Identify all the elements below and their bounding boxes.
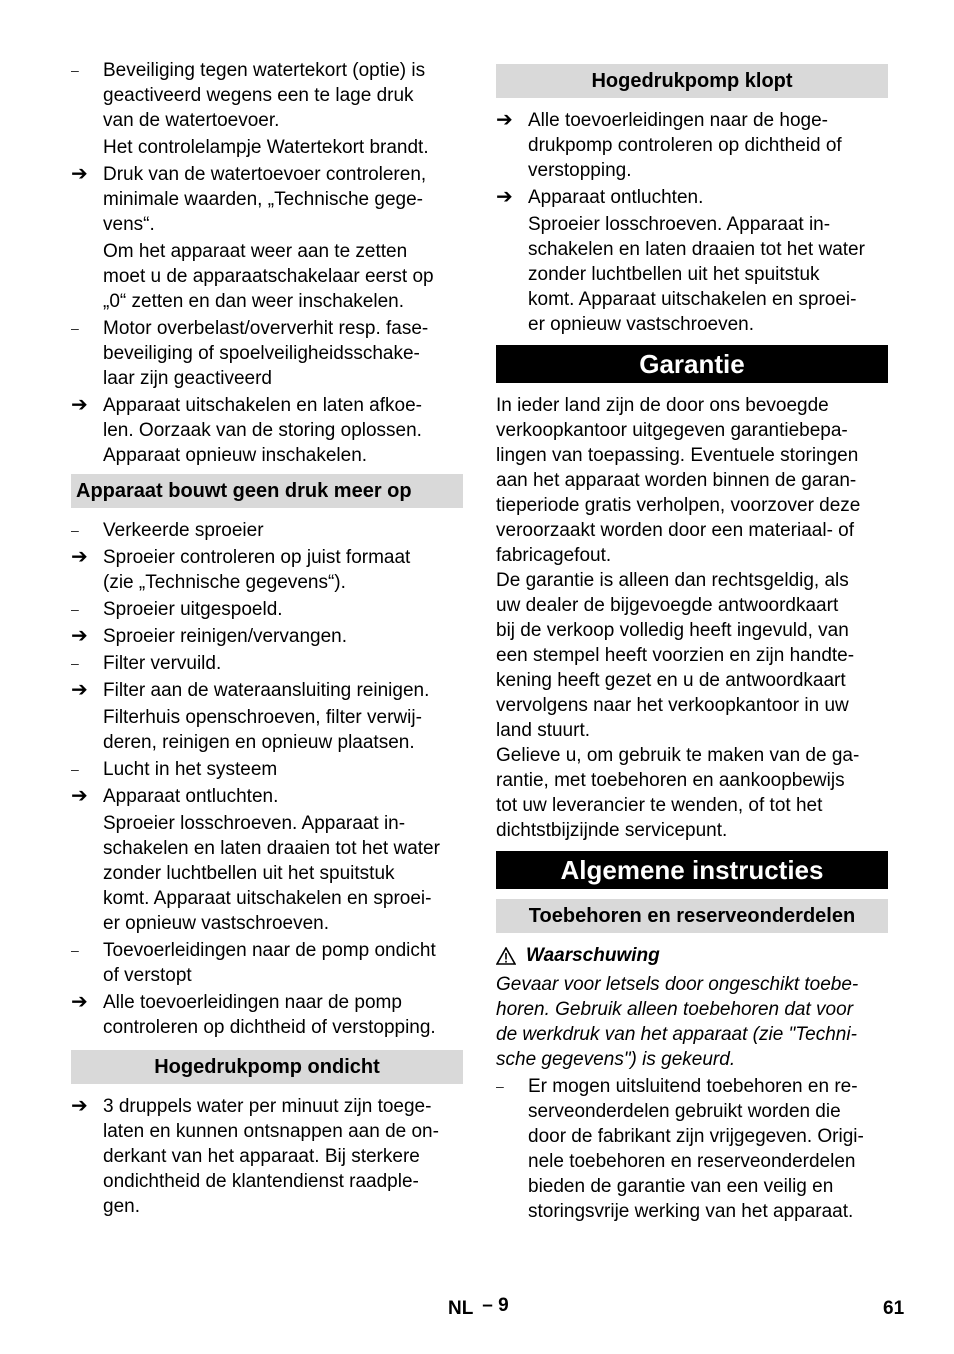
dash-bullet-icon: – [71,320,79,336]
action-item [496,108,888,183]
item-text: Er mogen uitsluitend toebehoren en re- serveonderdelen gebruikt worden die door de fabrikant zijn vrijgegeven. Origi- nele toebehoren en reserveonderdelen bieden de garantie van een veilig en storingsvrije werking van het apparaat. [528,1076,864,1222]
left-column [71,58,463,1221]
left-block-1 [71,58,463,468]
footer-section-page: – 9 [482,1295,509,1316]
footer-section-label [448,1296,509,1321]
cause-item [71,938,463,988]
dash-bullet-icon: – [71,942,79,958]
item-text: Apparaat ontluchten. [528,187,704,208]
item-text: Filter aan de wateraansluiting reinigen. [103,680,430,701]
right-block-1 [496,108,888,337]
cause-item [71,518,463,543]
dash-bullet-icon: – [71,601,79,617]
right-block-last [496,1074,888,1224]
action-item [496,185,888,210]
warning-heading [496,943,888,968]
action-item [71,624,463,649]
action-item [71,784,463,809]
dash-bullet-icon: – [71,62,79,78]
action-item [71,990,463,1040]
item-text: Sproeier reinigen/vervangen. [103,626,347,647]
instruction-paragraph: Sproeier losschroeven. Apparaat in- schakelen en laten draaien tot het water zonder luchtbellen uit het spuitstuk komt. Apparaat uitschakelen en sproei- er opnieuw vastschroeven. [103,813,440,934]
cause-item [71,651,463,676]
item-text: Sproeier controleren op juist formaat (zie „Technische gegevens“). [103,547,411,593]
item-text: Alle toevoerleidingen naar de hoge- drukpomp controleren op dichtheid of verstopping. [528,110,842,181]
item-text: Apparaat ontluchten. [103,786,279,807]
item-text: Motor overbelast/oververhit resp. fase- beveiliging of spoelveiligheidsschake- laar zijn geactiveerd [103,318,429,389]
dash-bullet-icon: – [71,761,79,777]
item-text: Beveiliging tegen watertekort (optie) is geactiveerd wegens een te lage druk van de watertoevoer. [103,60,426,131]
arrow-right-icon: ➔ [71,991,88,1013]
arrow-right-icon: ➔ [496,186,513,208]
garantie-paragraph-2: De garantie is alleen dan rechtsgeldig, als uw dealer de bijgevoegde antwoordkaart bij de verkoop volledig heeft ingevuld, van een stempel heeft voorzien en zijn handte- kening heeft gezet en u de antwoordkaart vervolgens naar het verkoopkantoor in uw land stuurt. [496,570,855,741]
footer-language: NL [448,1298,473,1319]
dash-bullet-icon: – [71,522,79,538]
chapter-title-garantie: Garantie [496,345,888,383]
cause-item [71,58,463,133]
warning-label: Waarschuwing [526,945,660,966]
item-text: Sproeier uitgespoeld. [103,599,283,620]
section-heading-pump-knocking: Hogedrukpomp klopt [496,64,888,98]
arrow-right-icon: ➔ [496,109,513,131]
item-text: Filter vervuild. [103,653,222,674]
item-text: Alle toevoerleidingen naar de pomp controleren op dichtheid of verstopping. [103,992,436,1038]
left-block-2 [71,518,463,1040]
section-heading-pump-leaking: Hogedrukpomp ondicht [71,1050,463,1084]
arrow-right-icon: ➔ [71,394,88,416]
footer-page-number: 61 [883,1298,905,1319]
dash-bullet-icon: – [496,1078,504,1094]
instruction-paragraph: Om het apparaat weer aan te zetten moet u de apparaatschakelaar eerst op „0“ zetten en dan weer inschakelen. [103,241,434,312]
instruction-paragraph: Filterhuis openschroeven, filter verwij- deren, reinigen en opnieuw plaatsen. [103,707,422,753]
right-column [496,58,888,1226]
action-item [71,1094,463,1219]
item-text: Druk van de watertoevoer controleren, minimale waarden, „Technische gege- vens“. [103,164,427,235]
action-item [71,678,463,703]
garantie-paragraph-1: In ieder land zijn de door ons bevoegde verkoopkantoor uitgegeven garantiebepa- lingen van toepassing. Eventuele storingen aan het apparaat worden binnen de garan- tieperiode gratis verholpen, voorzover deze veroorzaakt worden door een materiaal- of fabricagefout. [496,395,861,566]
warning-text: Gevaar voor letsels door ongeschikt toebe- horen. Gebruik alleen toebehoren dat voor de werkdruk van het apparaat (zie "Techni- sche gegevens") is gekeurd. [496,974,859,1070]
garantie-paragraph-3: Gelieve u, om gebruik te maken van de ga- rantie, met toebehoren en aankoopbewijs tot uw leverancier te wenden, of tot het dichtstbijzijnde servicepunt. [496,745,860,841]
action-item [71,545,463,595]
section-heading-no-pressure: Apparaat bouwt geen druk meer op [71,474,463,508]
cause-item [496,1074,888,1224]
arrow-right-icon: ➔ [71,785,88,807]
section-heading-accessories: Toebehoren en reserveonderdelen [496,899,888,933]
action-item [71,162,463,237]
dash-bullet-icon: – [71,655,79,671]
cause-item [71,757,463,782]
item-text: Toevoerleidingen naar de pomp ondicht of verstopt [103,940,436,986]
item-text: Lucht in het systeem [103,759,278,780]
instruction-paragraph: Het controlelampje Watertekort brandt. [103,137,429,158]
cause-item [71,316,463,391]
cause-item [71,597,463,622]
arrow-right-icon: ➔ [71,546,88,568]
arrow-right-icon: ➔ [71,625,88,647]
item-text: Verkeerde sproeier [103,520,264,541]
item-text: 3 druppels water per minuut zijn toege- laten en kunnen ontsnappen aan de on- derkant van het apparaat. Bij sterkere ondichtheid de klantendienst raadple- gen. [103,1096,439,1217]
arrow-right-icon: ➔ [71,1095,88,1117]
arrow-right-icon: ➔ [71,679,88,701]
warning-triangle-icon [496,947,516,965]
arrow-right-icon: ➔ [71,163,88,185]
action-item [71,393,463,468]
left-block-3 [71,1094,463,1219]
instruction-paragraph: Sproeier losschroeven. Apparaat in- schakelen en laten draaien tot het water zonder luchtbellen uit het spuitstuk komt. Apparaat uitschakelen en sproei- er opnieuw vastschroeven. [528,214,865,335]
chapter-title-algemene-instructies: Algemene instructies [496,851,888,889]
item-text: Apparaat uitschakelen en laten afkoe- len. Oorzaak van de storing oplossen. Apparaat opnieuw inschakelen. [103,395,422,466]
